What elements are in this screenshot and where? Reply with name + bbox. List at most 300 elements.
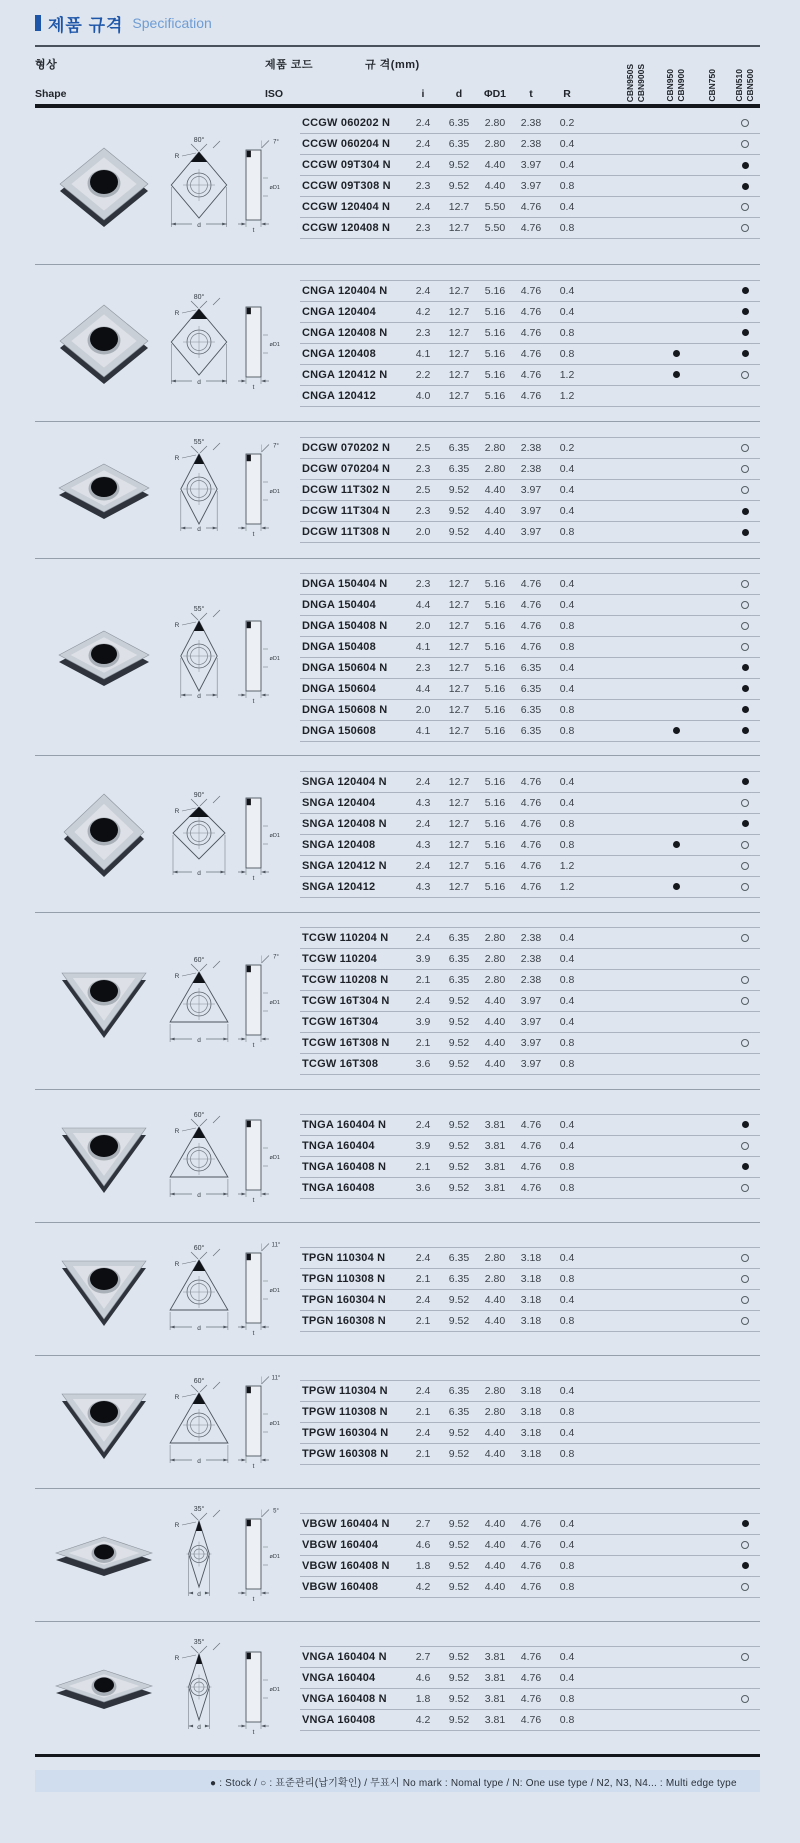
spec-row <box>300 1248 760 1269</box>
dim-value: 0.8 <box>559 817 575 830</box>
grade-mark-cell <box>696 637 730 657</box>
dim-value: 2.1 <box>415 1272 431 1285</box>
width-label: d <box>197 870 201 877</box>
dim-value: 2.80 <box>484 138 506 150</box>
spec-row <box>300 1178 760 1199</box>
grade-mark-cell <box>730 480 760 500</box>
grade-mark-cell <box>730 595 760 615</box>
dim-value: 12.7 <box>448 640 470 653</box>
spec-row <box>300 281 760 302</box>
grade-mark-cell <box>696 1290 730 1310</box>
dim-value: 0.4 <box>559 598 575 611</box>
dim-value: 3.81 <box>484 1160 506 1173</box>
grade-mark-cell <box>616 480 656 500</box>
hole-dia-label: øD1 <box>269 489 280 495</box>
thickness-label: t <box>252 1197 255 1204</box>
grade-mark-cell <box>616 365 656 385</box>
page-header <box>35 10 760 36</box>
dim-value: 4.2 <box>415 1580 431 1593</box>
product-code: SNGA 120412 N <box>302 859 387 872</box>
grade-mark-cell <box>730 637 760 657</box>
group-cnga <box>35 265 760 421</box>
dim-value: 12.7 <box>448 389 470 402</box>
dim-value: 4.76 <box>520 775 542 788</box>
grade-mark-cell <box>730 522 760 542</box>
grade-mark-cell <box>656 616 696 636</box>
grade-mark-cell <box>730 344 760 364</box>
shape-drawing-35deg <box>49 1632 289 1744</box>
dim-value: 6.35 <box>448 1405 470 1418</box>
dim-value: 0.4 <box>559 138 575 150</box>
standard-mark-icon <box>741 799 749 807</box>
grade-mark-cell <box>696 1444 730 1464</box>
dim-value: 2.4 <box>415 201 431 213</box>
grade-mark-cell <box>616 814 656 834</box>
dim-value: 9.52 <box>448 1517 470 1530</box>
insert-photo <box>60 305 148 384</box>
dim-value: 0.4 <box>559 932 575 944</box>
dim-value: 4.2 <box>415 305 431 318</box>
dim-value: 9.52 <box>448 1293 470 1306</box>
shape-topview <box>170 1377 228 1465</box>
spec-row <box>300 835 760 856</box>
grade-mark-cell <box>696 1248 730 1268</box>
product-code: CNGA 120404 N <box>302 284 388 297</box>
dim-value: 4.76 <box>520 1650 542 1663</box>
dim-value: 2.38 <box>520 463 542 475</box>
dim-value: 0.4 <box>559 1650 575 1663</box>
dim-value: 4.76 <box>520 222 542 234</box>
dim-value: 4.0 <box>415 389 431 402</box>
spec-rows <box>300 771 760 898</box>
dim-value: 5.16 <box>484 703 506 716</box>
grade-mark-cell <box>730 438 760 458</box>
dim-value: 4.76 <box>520 389 542 402</box>
grade-mark-cell <box>616 991 656 1011</box>
grade-mark-cell <box>730 1054 760 1074</box>
spec-row <box>300 772 760 793</box>
dim-value: 9.52 <box>448 1016 470 1028</box>
spec-row <box>300 134 760 155</box>
grade-mark-cell <box>696 1157 730 1177</box>
grade-mark-cell <box>616 1689 656 1709</box>
grade-mark-cell <box>616 1668 656 1688</box>
product-code: CCGW 060202 N <box>302 117 391 129</box>
grade-mark-cell <box>730 856 760 876</box>
dim-value: 4.2 <box>415 1713 431 1726</box>
dim-value: 4.76 <box>520 1713 542 1726</box>
product-code: DNGA 150604 N <box>302 661 388 674</box>
dim-value: 4.40 <box>484 1058 506 1070</box>
grade-label: CBN510 CBN500 <box>733 69 755 102</box>
grade-mark-cell <box>616 1248 656 1268</box>
dim-value: 6.35 <box>448 442 470 454</box>
hole-dia-label: øD1 <box>269 656 280 662</box>
dim-value: 0.4 <box>559 1251 575 1264</box>
radius-label: R <box>174 310 180 317</box>
product-code: SNGA 120404 <box>302 796 376 809</box>
page-title: 제품 규격 <box>48 15 124 35</box>
standard-mark-icon <box>741 224 749 232</box>
grade-mark-cell <box>696 218 730 238</box>
grade-mark-cell <box>730 113 760 133</box>
width-label: d <box>197 693 201 700</box>
dim-value: 2.2 <box>415 368 431 381</box>
dim-value: 4.3 <box>415 796 431 809</box>
dim-value: 0.4 <box>559 505 575 517</box>
grade-mark-cell <box>616 176 656 196</box>
dim-header-spacer <box>300 88 405 100</box>
dim-value: 0.8 <box>559 526 575 538</box>
corner-angle-label: 55° <box>193 439 205 446</box>
dim-value: 9.52 <box>448 1160 470 1173</box>
dim-value: 4.1 <box>415 724 431 737</box>
dim-value: 2.4 <box>415 995 431 1007</box>
dim-value: 5.16 <box>484 724 506 737</box>
dim-value: 5.16 <box>484 347 506 360</box>
dim-value: 5.16 <box>484 661 506 674</box>
spec-row <box>300 1157 760 1178</box>
dim-value: 9.52 <box>448 1314 470 1327</box>
group-tpgw <box>35 1356 760 1488</box>
spec-row <box>300 1033 760 1054</box>
grade-mark-cell <box>656 1311 696 1331</box>
grade-mark-cell <box>616 134 656 154</box>
dim-value: 2.4 <box>415 159 431 171</box>
dim-value: 12.7 <box>448 703 470 716</box>
grade-mark-cell <box>730 281 760 301</box>
product-code: DNGA 150408 <box>302 640 376 653</box>
shape-drawing-90deg <box>49 778 289 890</box>
dim-value: 2.38 <box>520 138 542 150</box>
spec-row <box>300 1535 760 1556</box>
grade-mark-cell <box>730 1157 760 1177</box>
group-snga <box>35 756 760 912</box>
grade-mark-cell <box>656 344 696 364</box>
spec-row <box>300 1444 760 1465</box>
grade-mark-cell <box>696 1012 730 1032</box>
product-code: TPGN 110308 N <box>302 1272 386 1285</box>
grade-mark-cell <box>730 574 760 594</box>
spec-row <box>300 365 760 386</box>
stock-mark-icon <box>742 183 749 190</box>
product-code: SNGA 120408 <box>302 838 376 851</box>
grade-mark-cell <box>616 155 656 175</box>
corner-angle-label: 35° <box>193 1506 205 1513</box>
shape-sideview <box>238 444 280 539</box>
product-code: DCGW 11T302 N <box>302 484 391 496</box>
product-code: TCGW 16T308 N <box>302 1037 390 1049</box>
product-code: SNGA 120408 N <box>302 817 387 830</box>
standard-mark-icon <box>741 371 749 379</box>
dim-value: 6.35 <box>448 1384 470 1397</box>
dim-value: 0.8 <box>559 1181 575 1194</box>
shape-topview <box>170 1111 228 1199</box>
grade-mark-cell <box>696 1381 730 1401</box>
dim-value: 12.7 <box>448 619 470 632</box>
dim-value: 0.8 <box>559 1272 575 1285</box>
grade-mark-cell <box>656 1402 696 1422</box>
standard-mark-icon <box>741 622 749 630</box>
grade-mark-cell <box>616 281 656 301</box>
dim-value: 4.40 <box>484 159 506 171</box>
insert-photo <box>62 1261 146 1326</box>
dim-value: 0.2 <box>559 117 575 129</box>
dim-value: 0.4 <box>559 1671 575 1684</box>
dim-value: 1.2 <box>559 880 575 893</box>
dim-value: 0.8 <box>559 1692 575 1705</box>
standard-mark-icon <box>741 601 749 609</box>
grade-mark-cell <box>696 595 730 615</box>
stock-mark-icon <box>742 1520 749 1527</box>
spec-row <box>300 323 760 344</box>
dim-value: 4.40 <box>484 1580 506 1593</box>
corner-angle-label: 55° <box>193 606 205 613</box>
shape-sideview <box>238 955 280 1050</box>
shape-illustration-tcgw <box>35 945 300 1057</box>
grade-mark-cell <box>730 1311 760 1331</box>
hole-dia-label: øD1 <box>269 185 280 191</box>
shape-topview <box>171 136 226 229</box>
dim-value: 2.4 <box>415 1118 431 1131</box>
dim-value: 6.35 <box>520 682 542 695</box>
corner-angle-label: 90° <box>193 792 205 799</box>
radius-label: R <box>174 1261 180 1268</box>
dim-value: 4.3 <box>415 838 431 851</box>
grade-mark-cell <box>730 970 760 990</box>
grade-mark-cell <box>616 970 656 990</box>
grade-mark-cell <box>656 281 696 301</box>
grade-mark-cell <box>616 637 656 657</box>
col-header-code-en: ISO <box>265 88 284 100</box>
dim-value: 2.80 <box>484 974 506 986</box>
hole-dia-label: øD1 <box>269 1288 280 1294</box>
dim-value: 0.8 <box>559 640 575 653</box>
dim-value: 0.8 <box>559 222 575 234</box>
thickness-label: t <box>252 227 255 234</box>
grade-mark-cell <box>616 658 656 678</box>
grade-mark-cell <box>616 1136 656 1156</box>
dim-value: 0.8 <box>559 1713 575 1726</box>
spec-row <box>300 814 760 835</box>
grade-mark-cell <box>696 814 730 834</box>
product-code: SNGA 120404 N <box>302 775 387 788</box>
grade-mark-cell <box>696 991 730 1011</box>
hole-dia-label: øD1 <box>269 833 280 839</box>
dim-header: t <box>529 88 533 100</box>
shape-sideview <box>238 1120 280 1204</box>
product-code: TNGA 160408 N <box>302 1160 387 1173</box>
dim-value: 3.97 <box>520 1037 542 1049</box>
product-code: VNGA 160408 <box>302 1713 376 1726</box>
dim-value: 4.76 <box>520 201 542 213</box>
dim-value: 3.81 <box>484 1692 506 1705</box>
dim-value: 0.8 <box>559 1447 575 1460</box>
dim-value: 6.35 <box>448 117 470 129</box>
dim-value: 3.97 <box>520 505 542 517</box>
grade-mark-cell <box>616 1157 656 1177</box>
grade-mark-cell <box>656 1012 696 1032</box>
product-code: TCGW 110208 N <box>302 974 389 986</box>
dim-value: 0.4 <box>559 1293 575 1306</box>
grade-mark-cell <box>696 1033 730 1053</box>
dim-value: 3.97 <box>520 1058 542 1070</box>
dim-value: 4.6 <box>415 1538 431 1551</box>
dim-value: 12.7 <box>448 284 470 297</box>
dim-value: 4.40 <box>484 1447 506 1460</box>
grade-mark-cell <box>616 438 656 458</box>
grade-mark-cell <box>616 1178 656 1198</box>
stock-mark-icon <box>742 308 749 315</box>
insert-photo <box>60 148 148 227</box>
product-code: DNGA 150404 <box>302 598 376 611</box>
dim-value: 9.52 <box>448 1037 470 1049</box>
dim-value: 6.35 <box>448 1272 470 1285</box>
dim-value: 0.8 <box>559 326 575 339</box>
dim-value: 2.80 <box>484 463 506 475</box>
dim-value: 2.0 <box>415 526 431 538</box>
dim-value: 3.9 <box>415 953 431 965</box>
grade-mark-cell <box>730 991 760 1011</box>
dim-value: 12.7 <box>448 796 470 809</box>
spec-row <box>300 1668 760 1689</box>
dim-value: 4.40 <box>484 1314 506 1327</box>
dim-value: 9.52 <box>448 1580 470 1593</box>
dim-value: 5.50 <box>484 222 506 234</box>
shape-sideview <box>238 307 280 391</box>
grade-mark-cell <box>730 1710 760 1730</box>
grade-mark-cell <box>696 522 730 542</box>
standard-mark-icon <box>741 1142 749 1150</box>
dim-value: 4.76 <box>520 1580 542 1593</box>
radius-label: R <box>174 455 180 462</box>
grade-mark-cell <box>656 814 696 834</box>
dim-value: 4.76 <box>520 1181 542 1194</box>
dim-value: 2.4 <box>415 859 431 872</box>
dim-value: 0.8 <box>559 974 575 986</box>
product-code: VBGW 160404 <box>302 1538 379 1551</box>
dim-value: 4.40 <box>484 180 506 192</box>
spec-row <box>300 700 760 721</box>
insert-photo <box>62 1128 146 1193</box>
grade-mark-cell <box>656 1668 696 1688</box>
grade-mark-cell <box>696 658 730 678</box>
dim-value: 3.97 <box>520 180 542 192</box>
grade-mark-cell <box>616 595 656 615</box>
standard-mark-icon <box>741 1296 749 1304</box>
radius-label: R <box>174 973 180 980</box>
group-dnga <box>35 559 760 755</box>
grade-mark-cell <box>656 1647 696 1667</box>
dim-value: 4.76 <box>520 284 542 297</box>
dim-value: 2.3 <box>415 180 431 192</box>
grade-mark-cell <box>730 700 760 720</box>
dim-value: 0.4 <box>559 1384 575 1397</box>
dim-value: 4.40 <box>484 1037 506 1049</box>
radius-label: R <box>174 1394 180 1401</box>
grade-mark-cell <box>730 1248 760 1268</box>
grade-mark-cell <box>616 928 656 948</box>
grade-mark-cell <box>616 574 656 594</box>
hole-dia-label: øD1 <box>269 1554 280 1560</box>
shape-illustration-vbgw <box>35 1499 300 1611</box>
insert-photo <box>62 1394 146 1459</box>
grade-mark-cell <box>696 721 730 741</box>
grade-mark-cell <box>616 772 656 792</box>
relief-angle-label: 5° <box>273 1508 279 1515</box>
grade-header-row <box>616 64 760 102</box>
dim-value: 4.76 <box>520 1538 542 1551</box>
product-code: DCGW 11T308 N <box>302 526 391 538</box>
dim-value: 2.7 <box>415 1517 431 1530</box>
shape-drawing-55deg <box>49 434 289 546</box>
product-code: DCGW 070202 N <box>302 442 391 454</box>
grade-mark-cell <box>616 344 656 364</box>
dim-value: 9.52 <box>448 526 470 538</box>
grade-mark-cell <box>616 197 656 217</box>
product-code: CCGW 120408 N <box>302 222 391 234</box>
dim-value: 3.97 <box>520 1016 542 1028</box>
grade-mark-cell <box>656 1157 696 1177</box>
standard-mark-icon <box>741 841 749 849</box>
shape-illustration-dcgw <box>35 434 300 546</box>
dim-value: 3.97 <box>520 995 542 1007</box>
standard-mark-icon <box>741 444 749 452</box>
dim-value: 0.4 <box>559 201 575 213</box>
grade-mark-cell <box>696 323 730 343</box>
group-tcgw <box>35 913 760 1089</box>
grade-mark-cell <box>696 197 730 217</box>
grade-mark-cell <box>730 793 760 813</box>
grade-mark-cell <box>656 1381 696 1401</box>
standard-mark-icon <box>741 1254 749 1262</box>
dim-value: 3.9 <box>415 1016 431 1028</box>
product-code: TPGW 110308 N <box>302 1405 388 1418</box>
spec-row <box>300 1710 760 1731</box>
grade-mark-cell <box>696 679 730 699</box>
dim-value: 3.18 <box>520 1426 542 1439</box>
dim-value: 4.76 <box>520 368 542 381</box>
dim-value: 2.1 <box>415 1447 431 1460</box>
dim-value: 6.35 <box>448 953 470 965</box>
product-code: TPGW 110304 N <box>302 1384 388 1397</box>
grade-mark-cell <box>656 574 696 594</box>
shape-drawing-80deg <box>49 130 289 242</box>
stock-mark-icon <box>742 664 749 671</box>
dim-value: 12.7 <box>448 838 470 851</box>
spec-row <box>300 459 760 480</box>
spec-row <box>300 949 760 970</box>
grade-mark-cell <box>656 1269 696 1289</box>
standard-mark-icon <box>741 883 749 891</box>
product-code: DNGA 150604 <box>302 682 376 695</box>
stock-mark-icon <box>742 727 749 734</box>
dim-value: 4.40 <box>484 995 506 1007</box>
dim-value: 9.52 <box>448 1118 470 1131</box>
dim-value: 9.52 <box>448 1538 470 1551</box>
product-code: CNGA 120408 N <box>302 326 388 339</box>
dim-value: 4.76 <box>520 640 542 653</box>
dim-value: 5.16 <box>484 880 506 893</box>
grade-mark-cell <box>616 700 656 720</box>
dim-value: 0.8 <box>559 347 575 360</box>
dim-value: 2.1 <box>415 1037 431 1049</box>
grade-mark-cell <box>730 772 760 792</box>
product-code: CCGW 120404 N <box>302 201 391 213</box>
grade-label: CBN950 CBN900 <box>664 69 686 102</box>
grade-mark-cell <box>696 1115 730 1135</box>
grade-mark-cell <box>656 928 696 948</box>
